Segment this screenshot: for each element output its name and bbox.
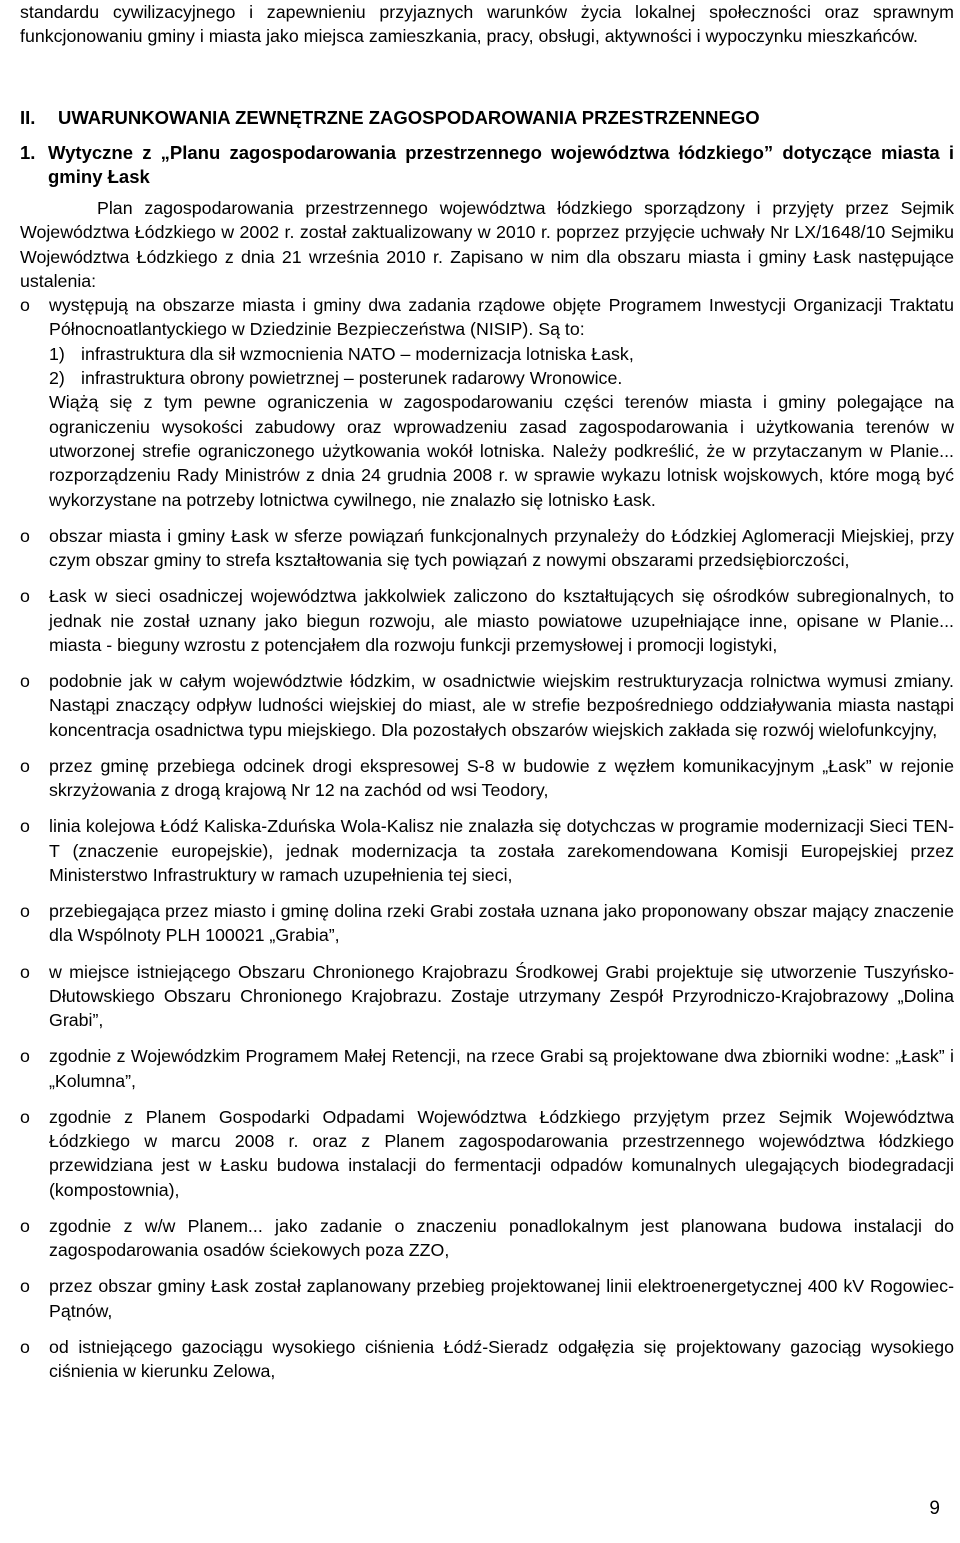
item-text: infrastruktura dla sił wzmocnienia NATO – modernizacja lotniska Łask, xyxy=(81,343,634,364)
bullet-marker: o xyxy=(20,1276,30,1297)
list-item xyxy=(20,1044,954,1093)
subsection-title: Wytyczne z „Planu zagospodarowania przestrzennego województwa łódzkiego” dotyczące miasta i gminy Łask xyxy=(48,142,954,187)
list-item-text: przebiegająca przez miasto i gminę dolina rzeki Grabi została uznana jako proponowany obszar mający znaczenie dla Wspólnoty PLH 100021 „Grabia”, xyxy=(49,901,954,946)
bullet-marker: o xyxy=(20,586,30,607)
section-number: II. xyxy=(20,107,36,128)
item-text: infrastruktura obrony powietrznej – posterunek radarowy Wronowice. xyxy=(81,368,623,389)
list-item-text: zgodnie z Wojewódzkim Programem Małej Retencji, na rzece Grabi są projektowane dwa zbiorniki wodne: „Łask” i „Kolumna”, xyxy=(49,1046,954,1091)
list-item xyxy=(20,754,954,803)
list-item-text: od istniejącego gazociągu wysokiego ciśnienia Łódź-Sieradz odgałęzia się projektowany gazociąg wysokiego ciśnienia w kierunku Zelowa, xyxy=(49,1336,954,1382)
item-number: 2) xyxy=(49,368,65,389)
list-item xyxy=(20,1105,954,1202)
bullet-marker: o xyxy=(20,295,30,316)
item-number: 1) xyxy=(49,343,65,364)
list-item xyxy=(20,899,954,948)
list-item xyxy=(20,293,954,512)
list-item xyxy=(20,960,954,1033)
list-item xyxy=(20,584,954,657)
list-item-text: w miejsce istniejącego Obszaru Chronionego Krajobrazu Środkowej Grabi projektuje się utworzenie Tuszyńsko-Dłutowskiego Obszaru Chronionego Krajobrazu. Zostaje utrzymany Zespół Przyrodniczo-Krajobrazowy „Dolina Grabi”, xyxy=(49,961,954,1031)
list-item-text: podobnie jak w całym województwie łódzkim, w osadnictwie wiejskim restrukturyzacja rolnictwa wymusi zmiany. Nastąpi znaczący odpływ ludności wiejskiej do miast, ale w strefie bezpośredniego oddziaływania miasta nastąpi koncentracja osadnictwa typu miejskiego. Dla pozostałych obszarów wiejskich zakłada się rozwój wielofunkcyjny, xyxy=(49,671,954,740)
bullet-marker: o xyxy=(20,901,30,922)
bullet-marker: o xyxy=(20,1046,30,1067)
intro-text: standardu cywilizacyjnego i zapewnieniu przyjaznych warunków życia lokalnej społeczności oraz sprawnym funkcjonowaniu gminy i miasta jako miejsca zamieszkania, pracy, obsługi, aktywności i wypoczynku mieszkańców. xyxy=(20,2,954,47)
restriction-paragraph: Wiążą się z tym pewne ograniczenia w zagospodarowaniu części terenów miasta i gminy polegające na ograniczeniu wysokości zabudowy oraz wprowadzeniu zasad zagospodarowania i użytkowania terenów w utworzonej strefie ograniczonego użytkowania wokół lotniska. Należy podkreślić, że w przytaczanym w Planie... rozporządzeniu Rady Ministrów z dnia 24 grudnia 2008 r. w sprawie wykazu lotnisk wojskowych, które mogą być wykorzystane na potrzeby lotnictwa cywilnego, nie znalazło się lotnisko Łask. xyxy=(49,392,954,510)
body-text xyxy=(20,196,954,1395)
bullet-marker: o xyxy=(20,816,30,837)
intro-paragraph xyxy=(20,0,954,49)
list-item-text: zgodnie z Planem Gospodarki Odpadami Województwa Łódzkiego przyjętym przez Sejmik Województwa Łódzkiego w marcu 2008 r. oraz z Planem zagospodarowania przestrzennego województwa łódzkiego przewidziana jest w Łasku budowa instalacji do fermentacji odpadów komunalnych ulegających biodegradacji (kompostownia), xyxy=(49,1106,954,1200)
page-number: 9 xyxy=(929,1498,940,1519)
section-heading xyxy=(20,106,954,130)
findings-list xyxy=(20,293,954,1383)
numbered-item xyxy=(49,366,954,390)
list-item xyxy=(20,1274,954,1323)
bullet-marker: o xyxy=(20,961,30,982)
bullet-marker: o xyxy=(20,1106,30,1127)
list-item-text: Łask w sieci osadniczej województwa jakkolwiek zaliczono do kształtujących się ośrodków subregionalnych, to jednak nie został uznany jako biegun rozwoju, ale miasto powiatowe uzupełniające inne, opisane w Planie... miasta - bieguny wzrostu z potencjałem dla rozwoju funkcji przemysłowej i promocji logistyki, xyxy=(49,586,954,655)
subsection-heading xyxy=(20,141,954,189)
list-item-text: występują na obszarze miasta i gminy dwa zadania rządowe objęte Programem Inwestycji Organizacji Traktatu Północnoatlantyckiego w Dziedzinie Bezpieczeństwa (NISIP). Są to: xyxy=(49,295,954,340)
section-title: UWARUNKOWANIA ZEWNĘTRZNE ZAGOSPODAROWANIA PRZESTRZENNEGO xyxy=(58,107,760,128)
list-item-text: zgodnie z w/w Planem... jako zadanie o znaczeniu ponadlokalnym jest planowana budowa instalacji do zagospodarowania osadów ściekowych poza ZZO, xyxy=(49,1215,954,1261)
bullet-marker: o xyxy=(20,671,30,692)
list-item xyxy=(20,524,954,573)
subsection-number: 1. xyxy=(20,142,36,163)
numbered-item xyxy=(49,342,954,366)
list-item xyxy=(20,669,954,742)
list-item-text: przez obszar gminy Łask został zaplanowany przebieg projektowanej linii elektroenergetycznej 400 kV Rogowiec-Pątnów, xyxy=(49,1276,954,1321)
plan-paragraph: Plan zagospodarowania przestrzennego województwa łódzkiego sporządzony i przyjęty przez Sejmik Województwa Łódzkiego w 2002 r. został zaktualizowany w 2010 r. poprzez przyjęcie uchwały Nr LX/1648/10 Sejmiku Województwa Łódzkiego z dnia 21 września 2010 r. Zapisano w nim dla obszaru miasta i gminy Łask następujące ustalenia: xyxy=(20,198,954,291)
nato-tasks-list xyxy=(49,342,954,391)
list-item xyxy=(20,1335,954,1384)
list-item-text: linia kolejowa Łódź Kaliska-Zduńska Wola-Kalisz nie znalazła się dotychczas w programie modernizacji Sieci TEN-T (znaczenie europejskie), jednak modernizacja ta została zarekomendowana Komisji Europejskiej przez Ministerstwo Infrastruktury w ramach uzupełnienia tej sieci, xyxy=(49,816,954,885)
list-item xyxy=(20,1214,954,1263)
list-item xyxy=(20,814,954,887)
bullet-marker: o xyxy=(20,1336,30,1357)
bullet-marker: o xyxy=(20,1215,30,1236)
list-item-text: przez gminę przebiega odcinek drogi ekspresowej S-8 w budowie z węzłem komunikacyjnym „Łask” w rejonie skrzyżowania z drogą krajową Nr 12 na zachód od wsi Teodory, xyxy=(49,755,954,801)
bullet-marker: o xyxy=(20,755,30,776)
list-item-text: obszar miasta i gminy Łask w sferze powiązań funkcjonalnych przynależy do Łódzkiej Aglomeracji Miejskiej, przy czym obszar gminy to strefa kształtowania się tych powiązań z nowymi obszarami przedsiębiorczości, xyxy=(49,525,954,571)
bullet-marker: o xyxy=(20,525,30,546)
